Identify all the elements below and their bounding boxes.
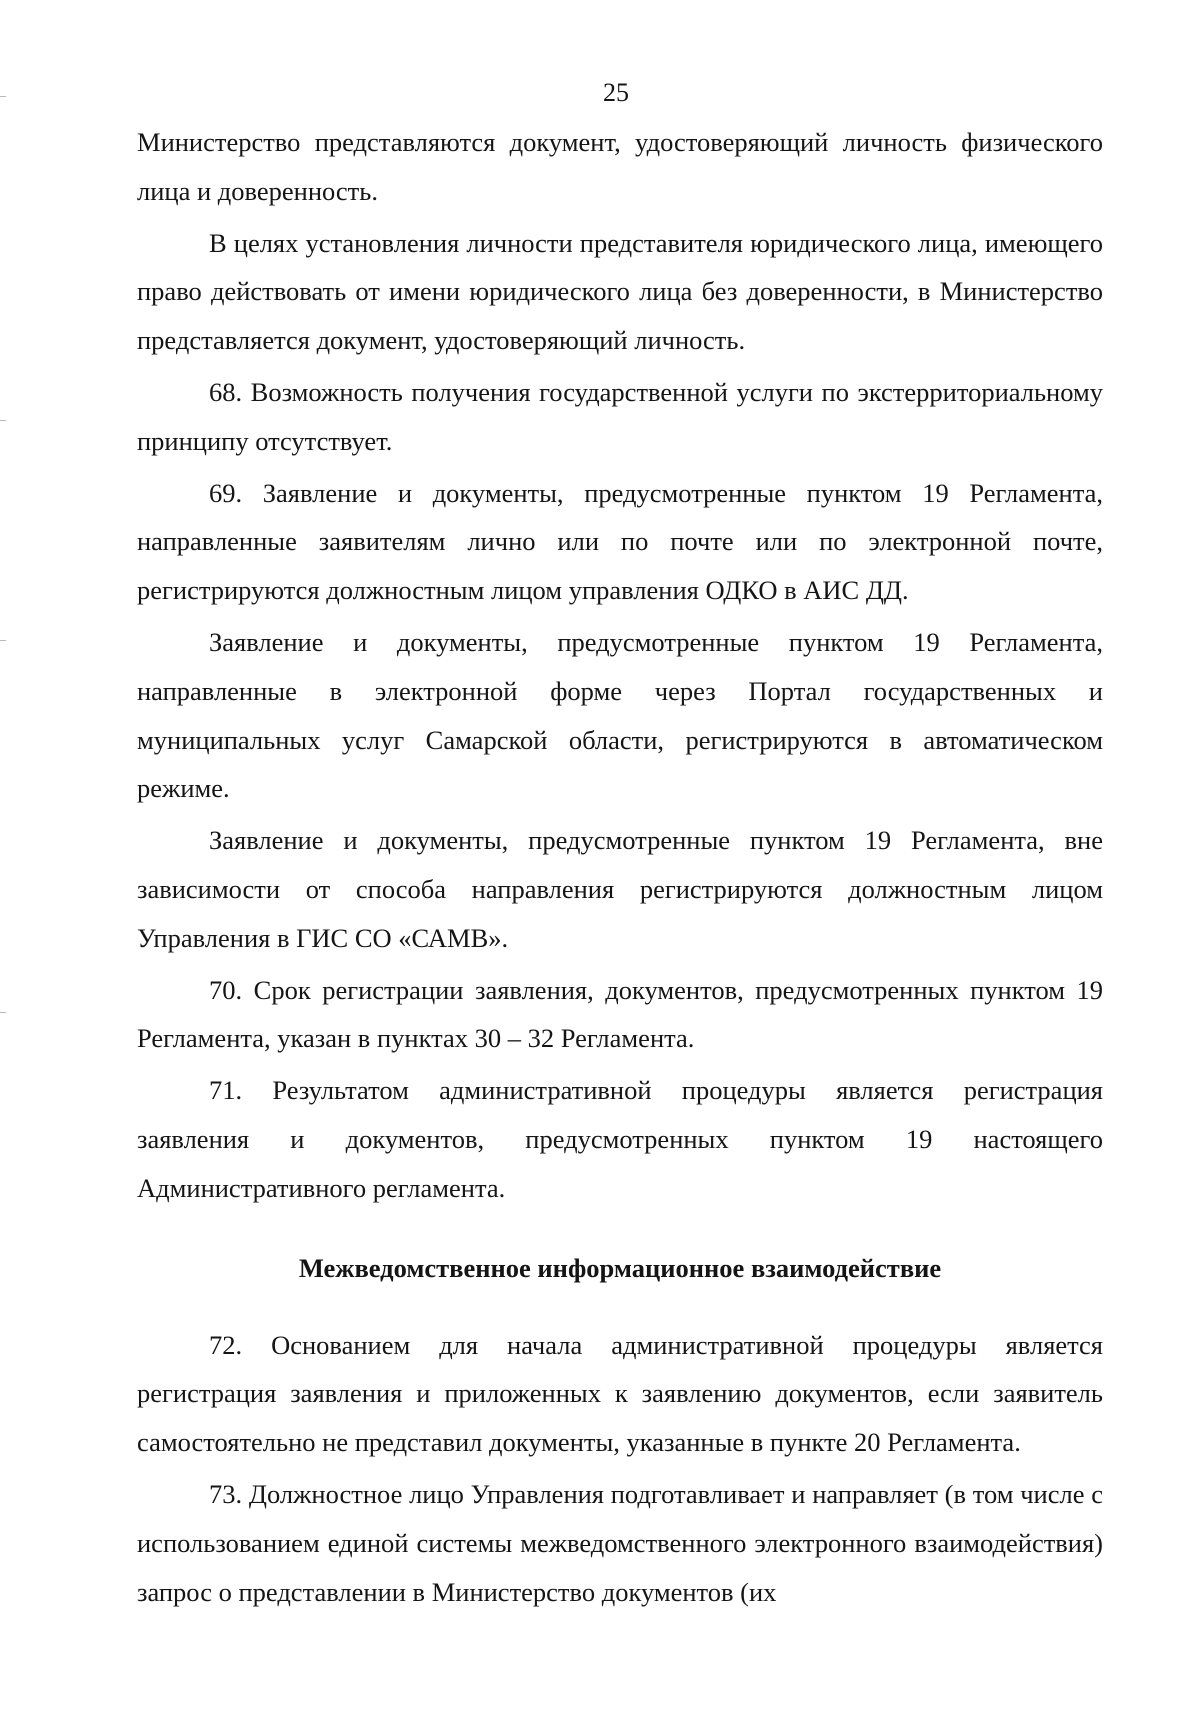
scan-edge-mark — [0, 420, 6, 421]
paragraph-68: 68. Возможность получения государственной услуги по экстерриториальному принципу отсутствует. — [137, 376, 1103, 456]
page-number: 25 — [603, 78, 629, 107]
section-heading: Межведомственное информационное взаимодействие — [298, 1252, 942, 1283]
paragraph: В целях установления личности представителя юридического лица, имеющего право действовать от имени юридического лица без доверенности, в Министерство представляется документ, удостоверяющий личность. — [137, 227, 1103, 356]
document-body — [137, 118, 1103, 1619]
paragraph-71: 71. Результатом административной процедуры является регистрация заявления и документов, предусмотренных пунктом 19 настоящего Административного регламента. — [137, 1075, 1103, 1203]
paragraph-72: 72. Основанием для начала административной процедуры является регистрация заявления и приложенных к заявлению документов, если заявитель самостоятельно не представил документы, указанные в пункте 20 Регламента. — [137, 1329, 1103, 1458]
paragraph: Заявление и документы, предусмотренные пунктом 19 Регламента, вне зависимости от способа направления регистрируются должностным лицом Управления в ГИС СО «САМВ». — [137, 825, 1103, 953]
paragraph-continuation: Министерство представляются документ, удостоверяющий личность физического лица и доверенность. — [137, 127, 1103, 206]
paragraph-70: 70. Срок регистрации заявления, документов, предусмотренных пунктом 19 Регламента, указан в пунктах 30 – 32 Регламента. — [137, 974, 1103, 1054]
paragraph-69: 69. Заявление и документы, предусмотренные пунктом 19 Регламента, направленные заявителям лично или по почте или по электронной почте, регистрируются должностным лицом управления ОДКО в АИС ДД. — [137, 477, 1103, 606]
scan-edge-mark — [0, 640, 6, 641]
paragraph-73: 73. Должностное лицо Управления подготавливает и направляет (в том числе с использованием единой системы межведомственного электронного взаимодействия) запрос о представлении в Министерство документов (их — [137, 1478, 1103, 1607]
paragraph: Заявление и документы, предусмотренные пунктом 19 Регламента, направленные в электронной форме через Портал государственных и муниципальных услуг Самарской области, регистрируются в автоматическом режиме. — [137, 626, 1103, 804]
scan-edge-mark — [0, 1012, 6, 1013]
